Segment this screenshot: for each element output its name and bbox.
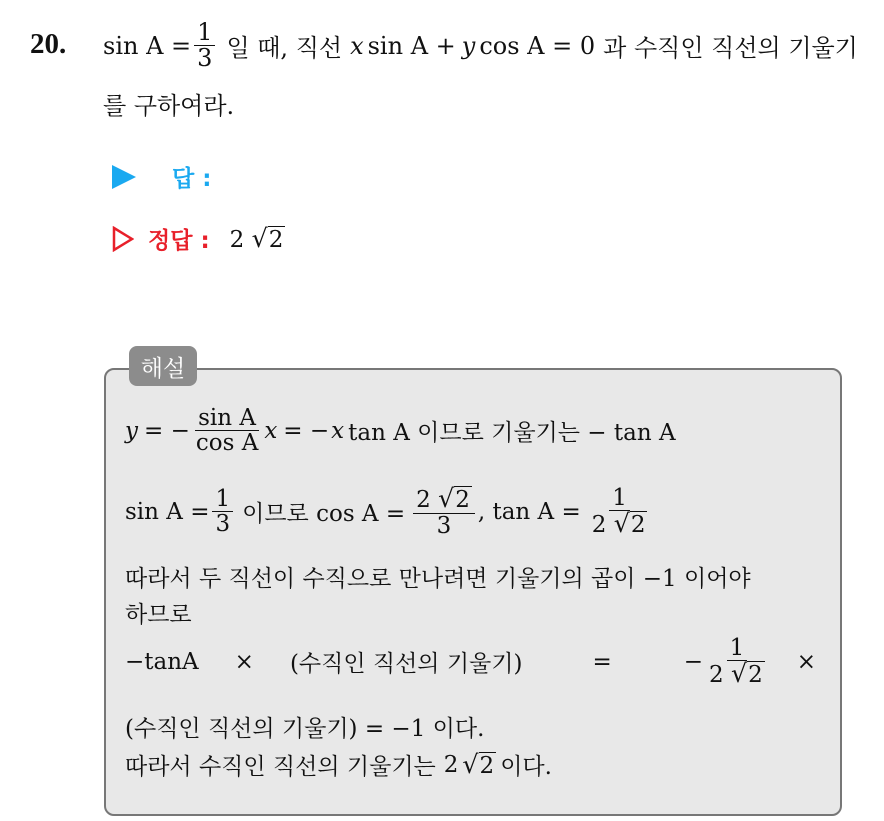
slope-fraction bbox=[193, 406, 261, 455]
correct-answer-value bbox=[230, 224, 286, 253]
eq-part-1: sin A + bbox=[367, 31, 456, 60]
var-x: x bbox=[331, 417, 345, 444]
eq-part-2: cos A = 0 bbox=[479, 31, 596, 60]
correct-answer-row bbox=[112, 222, 285, 255]
correct-answer-label: 정답 : bbox=[148, 228, 210, 254]
times-sign: × bbox=[796, 648, 817, 675]
final-coefficient: 2 bbox=[443, 751, 459, 778]
problem-text-a: 일 때, 직선 bbox=[226, 34, 343, 63]
explanation-line-6: (수직인 직선의 기울기) = −1 이다. bbox=[125, 716, 485, 742]
answer-radicand: 2 bbox=[268, 227, 284, 253]
fraction-denominator: 3 bbox=[436, 512, 452, 539]
cos-fraction bbox=[413, 486, 475, 538]
explanation-text: 이므로 cos A = bbox=[242, 501, 406, 528]
eq-sign: = − bbox=[283, 417, 330, 444]
explanation-line-5 bbox=[125, 636, 825, 688]
fraction-denominator: 3 bbox=[197, 44, 213, 73]
final-sqrt: √2 bbox=[462, 750, 495, 779]
tan-fraction bbox=[589, 486, 651, 538]
fraction-denominator: 3 bbox=[215, 511, 231, 538]
problem-line-2: 를 구하여라. bbox=[103, 92, 235, 120]
explanation-text: tan A 이므로 기울기는 − tan A bbox=[348, 420, 676, 447]
problem-fraction bbox=[194, 20, 215, 71]
minus-sign: − bbox=[683, 648, 704, 675]
fraction-numerator: 1 bbox=[194, 20, 215, 46]
fraction-numerator: 1 bbox=[609, 486, 630, 511]
explanation-line-7 bbox=[125, 748, 552, 781]
var-y: y bbox=[125, 417, 138, 444]
explanation-line-2 bbox=[125, 486, 653, 538]
explanation-text: (수직인 직선의 기울기) bbox=[289, 651, 523, 678]
var-y: y bbox=[461, 31, 476, 60]
explanation-text: 따라서 수직인 직선의 기울기는 bbox=[125, 754, 436, 780]
answer-coefficient: 2 bbox=[229, 227, 245, 253]
problem-line-1 bbox=[103, 20, 858, 71]
answer-sqrt: √2 bbox=[251, 224, 284, 253]
neg-fraction bbox=[706, 636, 768, 688]
problem-text-b: 과 수직인 직선의 기울기 bbox=[603, 34, 858, 63]
explanation-text: sin A = bbox=[125, 498, 210, 525]
fraction-numerator: sin A bbox=[195, 406, 259, 431]
answer-row bbox=[112, 160, 211, 193]
var-x: x bbox=[264, 417, 278, 444]
problem-sin-text: sin A = bbox=[103, 31, 192, 60]
explanation-text: −tanA bbox=[125, 648, 199, 675]
explanation-text: , tan A = bbox=[477, 498, 581, 525]
explanation-line-3: 따라서 두 직선이 수직으로 만나려면 기울기의 곱이 −1 이어야 bbox=[125, 566, 751, 592]
sin-fraction bbox=[212, 487, 233, 536]
final-radicand: 2 bbox=[479, 753, 495, 779]
answer-label: 답 : bbox=[172, 166, 212, 192]
fraction-denominator: 2 √2 bbox=[709, 659, 763, 689]
fraction-denominator: cos A bbox=[195, 430, 259, 457]
eq-sign: = − bbox=[144, 417, 190, 444]
fraction-numerator: 1 bbox=[727, 636, 748, 661]
explanation-text: 이다. bbox=[500, 754, 552, 780]
eq-sign: = bbox=[592, 648, 612, 675]
explanation-line-1 bbox=[125, 406, 676, 455]
fraction-numerator: 1 bbox=[212, 487, 233, 512]
explanation-line-4: 하므로 bbox=[125, 602, 192, 628]
problem-number: 20. bbox=[30, 28, 67, 60]
play-outline-icon bbox=[112, 226, 134, 252]
explanation-tag: 해설 bbox=[129, 346, 197, 386]
times-sign: × bbox=[234, 648, 254, 675]
fraction-numerator: 2 √2 bbox=[413, 486, 475, 514]
var-x: x bbox=[350, 31, 364, 60]
play-icon bbox=[112, 165, 136, 189]
fraction-denominator: 2 √2 bbox=[591, 509, 646, 539]
